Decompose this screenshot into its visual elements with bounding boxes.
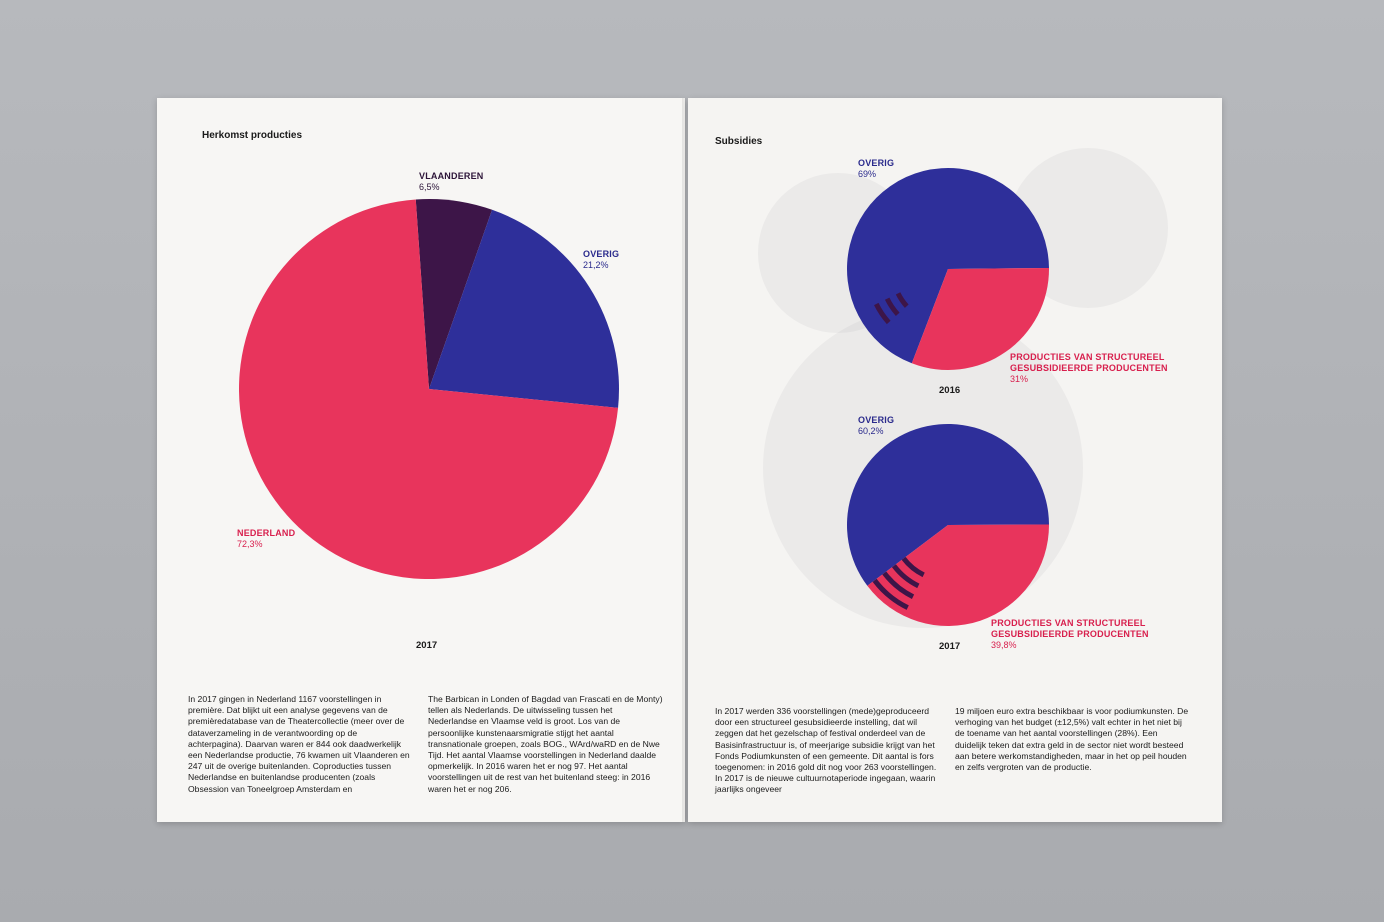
- body-text-left-col2: The Barbican in Londen of Bagdad van Frascati en de Monty) tellen als Nederlands. De uitwisseling tussen het Nederlandse en Vlaamse veld is groot. Los van de persoonlijke kunstenaarsmigratie stijgt het aantal transnationale groepen, zoals BOG., WArd/waRD en de Nwe Tijd. Het aantal Vlaamse voorstellingen in Nederland daalde opmerkelijk. In 2016 waren het er nog 97. Het aantal voorstellingen uit de rest van het buitenland steeg: in 2016 waren het er nog 206.: [428, 694, 663, 794]
- body-text-right-col2: 19 miljoen euro extra beschikbaar is voor podiumkunsten. De verhoging van het budget (±12,5%) valt echter in het niet bij de toename van het aantal voorstellingen (28%). Een duidelijk teken dat extra geld in de sector niet wordt besteed aan betere werkomstandigheden, maar in het op peil houden en zelfs vergroten van de productie.: [955, 706, 1189, 773]
- value-overig-left: 21,2%: [583, 260, 609, 270]
- value-overig-2017: 60,2%: [858, 426, 884, 436]
- left-page: [157, 98, 685, 822]
- chart-year-2016: 2016: [939, 385, 961, 396]
- label-overig-2016: OVERIG: [858, 158, 895, 168]
- section-title-subsidies: Subsidies: [715, 136, 763, 147]
- chart-year-left: 2017: [416, 640, 438, 651]
- label-nederland: NEDERLAND: [237, 528, 296, 538]
- chart-year-2017: 2017: [939, 641, 961, 652]
- label-overig-2017: OVERIG: [858, 415, 895, 425]
- label-overig-left: OVERIG: [583, 249, 620, 259]
- value-structureel-2017: 39,8%: [991, 640, 1017, 650]
- value-nederland: 72,3%: [237, 539, 263, 549]
- value-vlaanderen: 6,5%: [419, 182, 440, 192]
- pie-chart-subsidies-2017: [688, 98, 1222, 658]
- section-title-herkomst: Herkomst producties: [202, 130, 303, 141]
- value-structureel-2016: 31%: [1010, 374, 1029, 384]
- body-text-right-col1: In 2017 werden 336 voorstellingen (mede)geproduceerd door een structureel gesubsidieerde instelling, dat wil zeggen dat het gezelschap of festival onderdeel van de Basisinfrastructuur is, of meerjarige subsidie krijgt van het Fonds Podiumkunsten of een gemeente. Dit aantal is fors toegenomen: in 2016 gold dit nog voor 263 voorstellingen. In 2017 is de nieuwe cultuurnotaperiode ingegaan, waarin jaarlijks ongeveer: [715, 706, 937, 795]
- body-text-left-col1: In 2017 gingen in Nederland 1167 voorstellingen in première. Dat blijkt uit een analyse gegevens van de premièredatabase van de Theatercollectie (meer over de dataverzameling in de verantwoording op de achterpagina). Daarvan waren er 844 ook daadwerkelijk een Nederlandse productie, 76 kwamen uit Vlaanderen en 247 uit de overige buitenlanden. Coproducties tussen Nederlandse en buitenlandse producenten (zoals Obsession van Toneelgroep Amsterdam en: [188, 694, 410, 794]
- label-structureel-2017: PRODUCTIES VAN STRUCTUREEL GESUBSIDIEERDE PRODUCENTEN: [991, 618, 1149, 639]
- right-page: [688, 98, 1222, 822]
- value-overig-2016: 69%: [858, 169, 877, 179]
- label-structureel-2016: PRODUCTIES VAN STRUCTUREEL GESUBSIDIEERDE PRODUCENTEN: [1010, 352, 1168, 373]
- label-vlaanderen: VLAANDEREN: [419, 171, 484, 181]
